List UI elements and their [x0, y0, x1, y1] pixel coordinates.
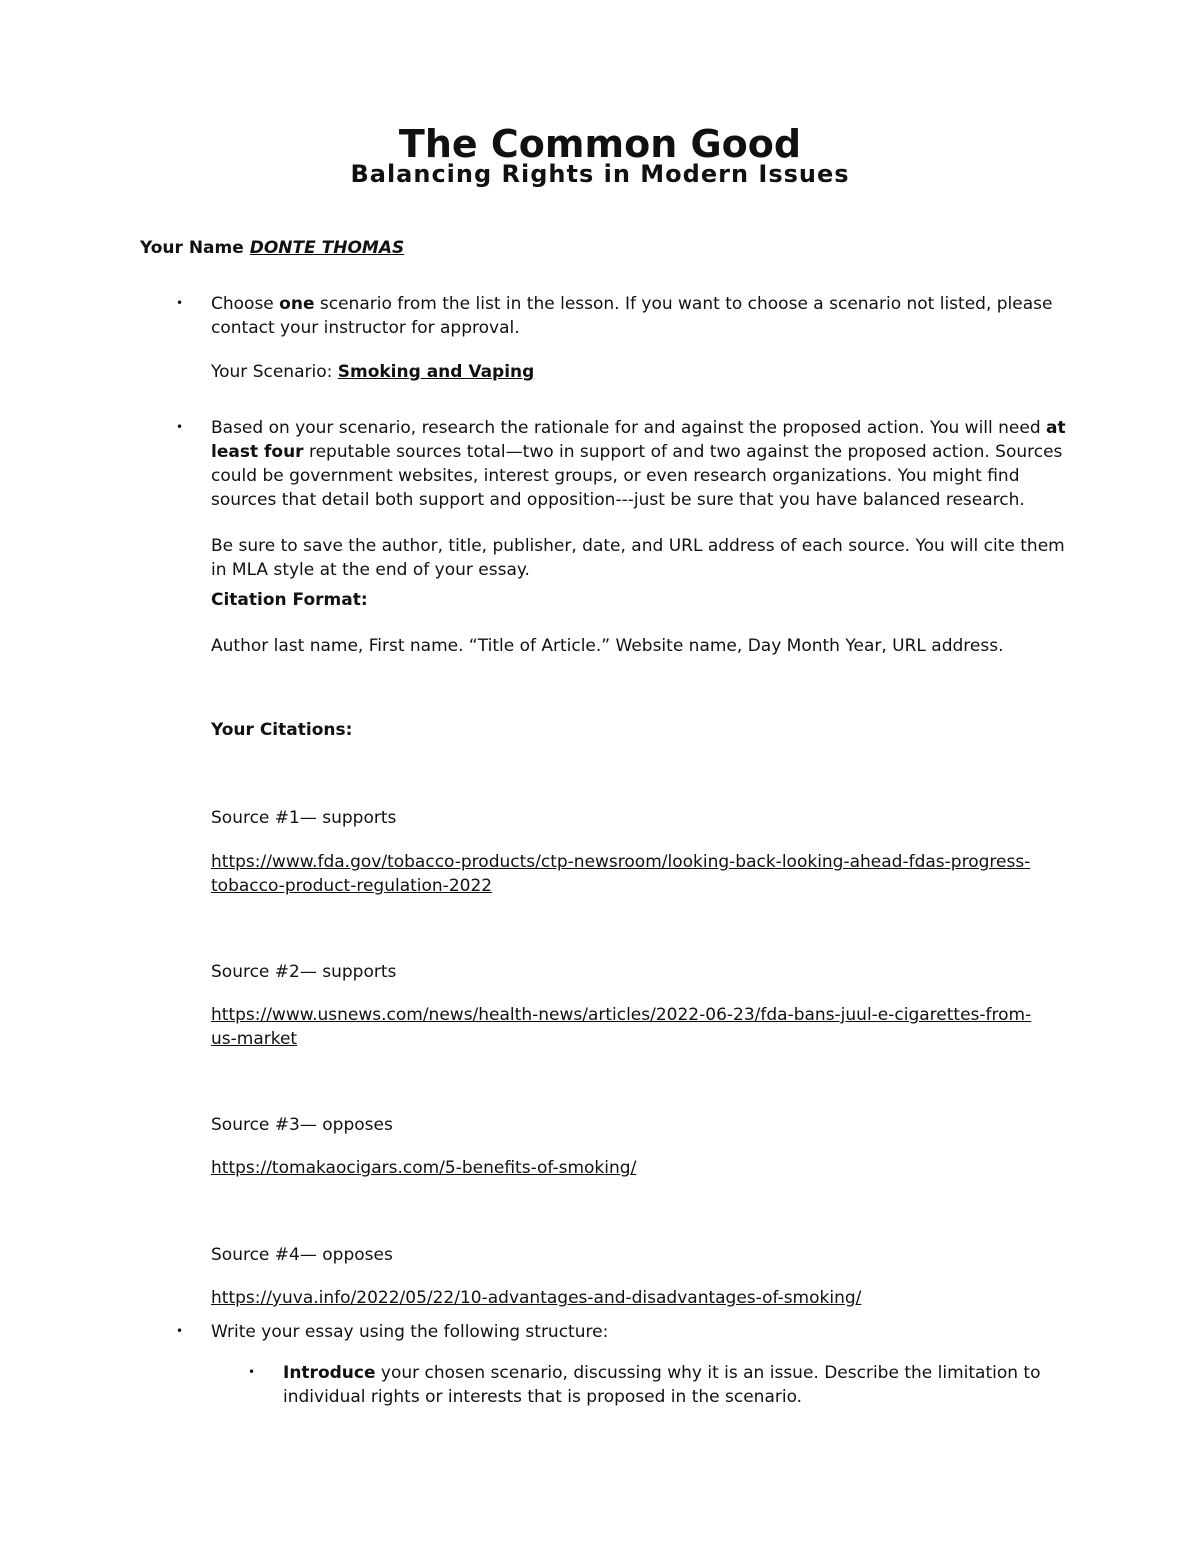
bullet1-emph: one — [279, 294, 315, 314]
bullet-marker: • — [176, 1324, 184, 1338]
source-3-link[interactable]: https://tomakaocigars.com/5-benefits-of-smoking/ — [211, 1158, 637, 1178]
source-2-label: Source #2— supports — [211, 962, 397, 982]
name-value: DONTE THOMAS — [249, 238, 405, 258]
sub-bullet1-text — [283, 1361, 1043, 1409]
source-4-label: Source #4— opposes — [211, 1245, 393, 1265]
source-1-label: Source #1— supports — [211, 808, 397, 828]
sub-bullet1-emph: Introduce — [283, 1363, 376, 1383]
bullet-marker: • — [176, 296, 184, 310]
your-citations-heading: Your Citations: — [211, 720, 353, 740]
source-2-link-line1[interactable]: https://www.usnews.com/news/health-news/articles/2022-06-23/fda-bans-juul-e-cigarettes-from- — [211, 1005, 1032, 1025]
save-note: Be sure to save the author, title, publisher, date, and URL address of each source. You will cite them in MLA style at the end of your essay. — [211, 536, 1065, 580]
source-2-link-line2[interactable]: us-market — [211, 1029, 298, 1049]
bullet3-text: Write your essay using the following structure: — [211, 1322, 609, 1342]
bullet1-post: scenario from the list in the lesson. If you want to choose a scenario not listed, please contact your instructor for approval. — [211, 294, 1053, 338]
source-1-link-line2[interactable]: tobacco-product-regulation-2022 — [211, 876, 493, 896]
bullet2-text — [211, 416, 1066, 512]
source-1-link-line1[interactable]: https://www.fda.gov/tobacco-products/ctp-newsroom/looking-back-looking-ahead-fdas-progress- — [211, 852, 1031, 872]
source-3-label: Source #3— opposes — [211, 1115, 393, 1135]
sub-bullet-marker: • — [248, 1365, 256, 1379]
bullet2-post: reputable sources total—two in support of and two against the proposed action. Sources could be government websites, interest groups, or even research organizations. You might find sources that detail both support and opposition---just be sure that you have balanced research. — [211, 442, 1063, 510]
scenario-value: Smoking and Vaping — [337, 362, 535, 382]
bullet2-pre: Based on your scenario, research the rationale for and against the proposed action. You will need — [211, 418, 1047, 438]
document-title: The Common Good — [398, 122, 802, 166]
citation-format-heading: Citation Format: — [211, 590, 368, 610]
scenario-line — [211, 360, 534, 384]
citation-format-text: Author last name, First name. “Title of Article.” Website name, Day Month Year, URL address. — [211, 636, 1004, 656]
bullet1-pre: Choose — [211, 294, 280, 314]
source-4-link[interactable]: https://yuva.info/2022/05/22/10-advantages-and-disadvantages-of-smoking/ — [211, 1288, 862, 1308]
scenario-label: Your Scenario: — [211, 362, 338, 382]
bullet1-text — [211, 292, 1071, 340]
name-line — [140, 236, 404, 260]
sub-bullet1-post: your chosen scenario, discussing why it is an issue. Describe the limitation to individual rights or interests that is proposed in the scenario. — [283, 1363, 1041, 1407]
document-subtitle: Balancing Rights in Modern Issues — [350, 160, 850, 188]
bullet2-emph: at least four — [211, 418, 1066, 462]
name-label: Your Name — [140, 238, 250, 258]
bullet-marker: • — [176, 420, 184, 434]
